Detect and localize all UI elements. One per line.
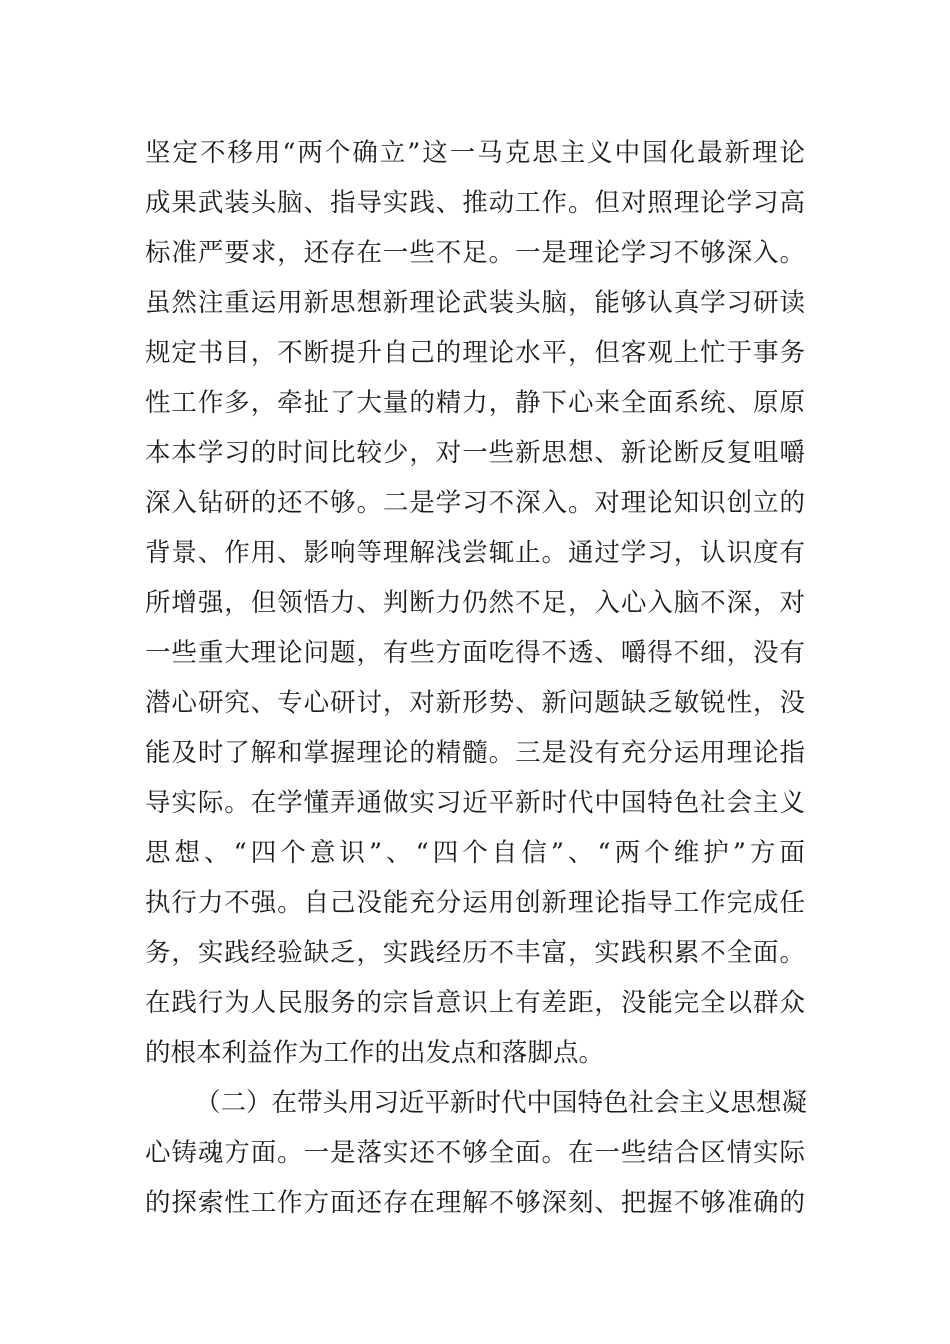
text-line: 执行力不强。自己没能充分运用创新理论指导工作完成任: [145, 888, 805, 918]
paragraph-last-line: 的根本利益作为工作的出发点和落脚点。: [145, 1038, 605, 1068]
text-line: 潜心研究、专心研讨，对新形势、新问题缺乏敏锐性，没: [145, 688, 805, 718]
text-line: 坚定不移用“两个确立”这一马克思主义中国化最新理论: [145, 138, 805, 168]
text-line: 务，实践经验缺乏，实践经历不丰富，实践积累不全面。: [145, 938, 805, 968]
text-line: 导实际。在学懂弄通做实习近平新时代中国特色社会主义: [145, 788, 805, 818]
text-line: 虽然注重运用新思想新理论武装头脑，能够认真学习研读: [145, 288, 805, 318]
text-line: 所增强，但领悟力、判断力仍然不足，入心入脑不深，对: [145, 588, 805, 618]
text-line: 能及时了解和掌握理论的精髓。三是没有充分运用理论指: [145, 738, 805, 768]
text-line: 本本学习的时间比较少，对一些新思想、新论断反复咀嚼: [145, 438, 805, 468]
text-line: 性工作多，牵扯了大量的精力，静下心来全面系统、原原: [145, 388, 805, 418]
document-body: [145, 128, 808, 1228]
text-line: 规定书目，不断提升自己的理论水平，但客观上忙于事务: [145, 338, 805, 368]
text-line: 深入钻研的还不够。二是学习不深入。对理论知识创立的: [145, 488, 805, 518]
text-line: 一些重大理论问题，有些方面吃得不透、嚼得不细，没有: [145, 638, 805, 668]
text-line: 背景、作用、影响等理解浅尝辄止。通过学习，认识度有: [145, 538, 805, 568]
text-line: 思想、“四个意识”、“四个自信”、“两个维护”方面: [145, 838, 805, 868]
section-heading-line: （二）在带头用习近平新时代中国特色社会主义思想凝: [195, 1088, 808, 1118]
text-line: 的探索性工作方面还存在理解不够深刻、把握不够准确的: [145, 1188, 805, 1218]
text-line: 心铸魂方面。一是落实还不够全面。在一些结合区情实际: [145, 1138, 805, 1168]
text-line: 在践行为人民服务的宗旨意识上有差距，没能完全以群众: [145, 988, 805, 1018]
text-line: 成果武装头脑、指导实践、推动工作。但对照理论学习高: [145, 188, 805, 218]
text-line: 标准严要求，还存在一些不足。一是理论学习不够深入。: [145, 238, 805, 268]
